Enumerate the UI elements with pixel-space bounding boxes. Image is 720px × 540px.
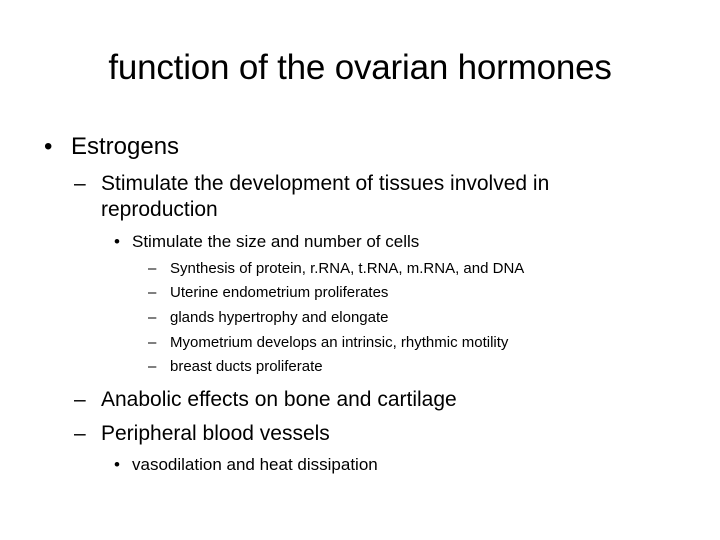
level4-text: Uterine endometrium proliferates — [170, 284, 389, 301]
level4-text: breast ducts proliferate — [170, 358, 323, 375]
dash-icon: – — [74, 172, 86, 195]
bullet-icon: • — [114, 455, 120, 474]
bullet-icon: • — [114, 232, 120, 251]
level3-text: Stimulate the size and number of cells — [132, 232, 420, 251]
subbullet-text-continued: reproduction — [101, 198, 218, 221]
dash-icon: – — [148, 334, 157, 351]
level4-text: glands hypertrophy and elongate — [170, 309, 389, 326]
level4-text: Myometrium develops an intrinsic, rhythmic motility — [170, 334, 509, 351]
dash-icon: – — [148, 358, 157, 375]
dash-icon: – — [148, 260, 157, 277]
level3-text: vasodilation and heat dissipation — [132, 455, 378, 474]
dash-icon: – — [74, 388, 86, 411]
subbullet-text: Anabolic effects on bone and cartilage — [101, 388, 457, 411]
dash-icon: – — [148, 284, 157, 301]
bullet-icon: • — [44, 133, 53, 160]
dash-icon: – — [74, 422, 86, 445]
bullet-text: Estrogens — [71, 133, 180, 160]
dash-icon: – — [148, 309, 157, 326]
subbullet-text: Stimulate the development of tissues involved in — [101, 172, 550, 195]
slide-title: function of the ovarian hormones — [108, 48, 612, 87]
subbullet-text: Peripheral blood vessels — [101, 422, 330, 445]
level4-text: Synthesis of protein, r.RNA, t.RNA, m.RNA, and DNA — [170, 260, 525, 277]
